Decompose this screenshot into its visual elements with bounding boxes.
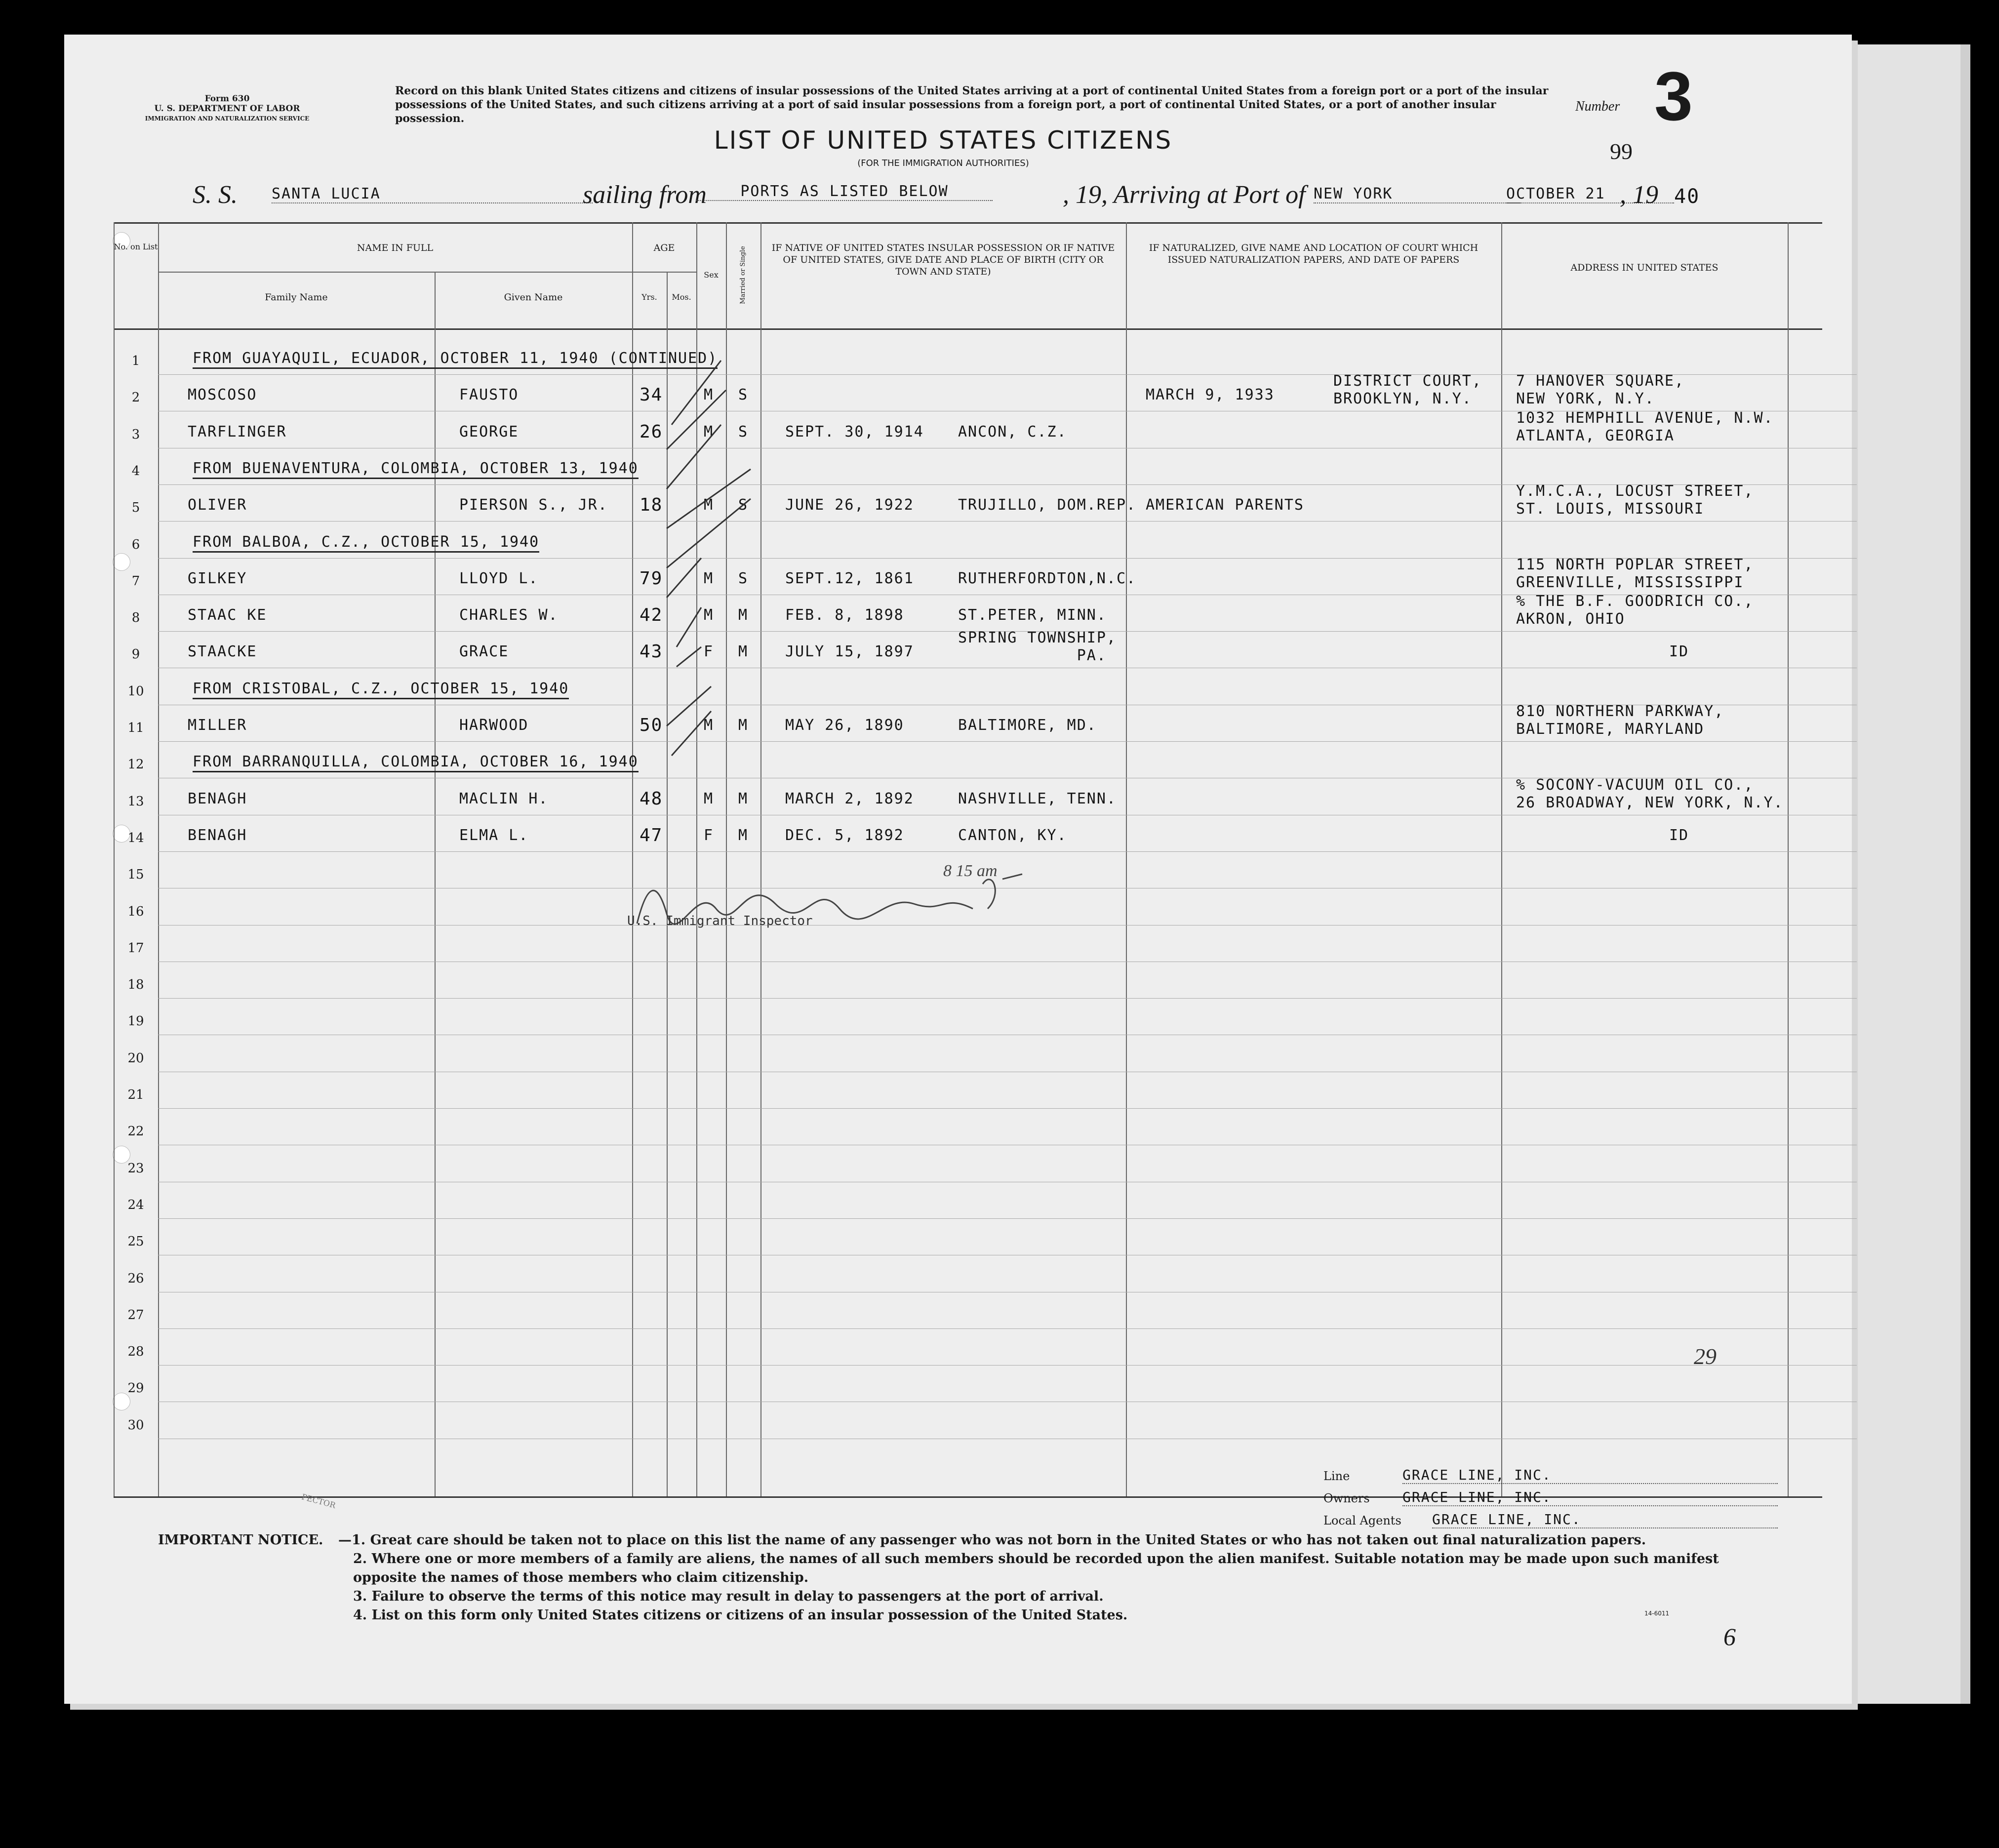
notice-item: 2. Where one or more members of a family are aliens, the names of all such members should be recorded upon the alien manifest. Suitable notation may be made upon such manifest opposite the names of those members who claim citizenship. [353, 1551, 1719, 1585]
cell-address: 1032 HEMPHILL AVENUE, N.W. ATLANTA, GEORGIA [1516, 409, 1774, 444]
cell-sex: M [704, 790, 714, 807]
row-number: 8 [131, 610, 140, 626]
cell-address: 115 NORTH POPLAR STREET, GREENVILLE, MISSISSIPPI [1516, 556, 1754, 591]
cell-birth-date: MARCH 2, 1892 [785, 790, 914, 807]
cell-age: 34 [640, 385, 663, 405]
cell-given: MACLIN H. [459, 790, 549, 807]
cell-age: 26 [640, 421, 663, 442]
cell-address: ID [1669, 826, 1689, 844]
cell-birth-place: SPRING TOWNSHIP, PA. [958, 629, 1117, 665]
cell-given: LLOYD L. [459, 569, 539, 587]
row-number: 21 [127, 1087, 144, 1102]
row-number: 20 [127, 1050, 144, 1066]
cell-age: 79 [640, 568, 663, 589]
form-instructions: Record on this blank United States citizens and citizens of insular possessions of the United States arriving at a port of continental United States from a foreign port or a port of the insular possessions of the United States, and such citizens arriving at a port of said insular possessions from a foreign port, a port of continental United States, or a port of another insular possession. [395, 84, 1549, 125]
row-number: 14 [127, 830, 144, 845]
row-number: 4 [131, 463, 140, 479]
row-ruling [158, 741, 1857, 742]
cell-birth-date: MAY 26, 1890 [785, 717, 904, 734]
cell-ms: M [738, 643, 749, 661]
cell-age: 47 [640, 825, 663, 845]
cell-given: ELMA L. [459, 826, 529, 844]
row-ruling [158, 521, 1857, 522]
cell-birth-place: TRUJILLO, DOM.REP. [958, 496, 1137, 514]
cell-given: GEORGE [459, 423, 519, 441]
row-number: 24 [127, 1197, 144, 1212]
row-number: 22 [127, 1124, 144, 1139]
header-family-name: Family Name [265, 292, 328, 303]
row-number: 30 [127, 1417, 144, 1433]
cell-ms: M [738, 826, 749, 844]
notice-label: IMPORTANT NOTICE. [158, 1532, 323, 1548]
cell-section: FROM CRISTOBAL, C.Z., OCTOBER 15, 1940 [193, 680, 569, 699]
row-number: 11 [127, 721, 144, 735]
row-number: 6 [131, 537, 140, 552]
row-number: 18 [127, 977, 144, 993]
cell-address: ID [1669, 643, 1689, 661]
arrival-date: OCTOBER 21 [1506, 185, 1674, 203]
arrival-year-prefix: , 19 [1620, 181, 1658, 209]
cell-nat-court: DISTRICT COURT, BROOKLYN, N.Y. [1333, 372, 1482, 408]
row-number: 15 [127, 867, 144, 883]
cell-given: HARWOOD [459, 717, 529, 734]
cell-section: FROM BARRANQUILLA, COLOMBIA, OCTOBER 16, 1940 [193, 753, 639, 772]
owners-label: Owners [1323, 1491, 1370, 1505]
row-number: 29 [127, 1381, 144, 1396]
cell-sex: M [704, 717, 714, 734]
header-native-birth: IF NATIVE OF UNITED STATES INSULAR POSSESSION OR IF NATIVE OF UNITED STATES, GIVE DATE AND PLACE OF BIRTH (CITY OR TOWN AND STATE) [771, 242, 1115, 277]
cell-address: % SOCONY-VACUUM OIL CO., 26 BROADWAY, NEW YORK, N.Y. [1516, 776, 1784, 811]
row-number: 5 [131, 500, 140, 516]
cell-given: FAUSTO [459, 386, 519, 404]
header-mos: Mos. [672, 292, 691, 302]
row-number: 17 [127, 940, 144, 956]
header-age: AGE [653, 242, 675, 253]
row-ruling [158, 1108, 1857, 1109]
cell-birth-place: ST.PETER, MINN. [958, 606, 1107, 624]
cell-age: 50 [640, 715, 663, 735]
line-label: Line [1323, 1469, 1350, 1483]
cell-sex: M [704, 606, 714, 624]
cell-birth-place: ANCON, C.Z. [958, 423, 1067, 441]
cell-family: OLIVER [188, 496, 247, 514]
cell-age: 48 [640, 788, 663, 809]
number-label: Number [1575, 99, 1620, 114]
cell-section: FROM GUAYAQUIL, ECUADOR, OCTOBER 11, 1940 (CONTINUED) [193, 350, 718, 369]
notice-item: 4. List on this form only United States citizens or citizens of an insular possession of the United States. [353, 1607, 1128, 1623]
list-number: 3 [1654, 57, 1693, 135]
row-number: 12 [127, 757, 144, 772]
cell-ms: S [738, 569, 749, 587]
cell-nat-date: MARCH 9, 1933 [1146, 386, 1275, 404]
manifest-sheet [64, 35, 1852, 1704]
notice-list [338, 1531, 1780, 1625]
row-number: 7 [131, 573, 140, 589]
row-number: 2 [131, 390, 140, 405]
cell-age: 18 [640, 495, 663, 516]
header-no: No. on List [114, 242, 158, 251]
cell-birth-date: JULY 15, 1897 [785, 643, 914, 661]
cell-birth-date: FEB. 8, 1898 [785, 606, 904, 624]
row-ruling [158, 851, 1857, 852]
cell-birth-place: BALTIMORE, MD. [958, 717, 1097, 734]
print-code: 14-6011 [1644, 1610, 1670, 1617]
cell-sex: F [704, 643, 714, 661]
faint-stamp: PECTOR [300, 1492, 337, 1510]
arrival-port: NEW YORK [1314, 185, 1521, 203]
cell-family: BENAGH [188, 790, 247, 807]
form-subtitle: (FOR THE IMMIGRATION AUTHORITIES) [857, 158, 1029, 168]
cell-sex: M [704, 386, 714, 404]
cell-nat-date: AMERICAN PARENTS [1146, 496, 1304, 514]
cell-section: FROM BALBOA, C.Z., OCTOBER 15, 1940 [193, 533, 539, 553]
form-title: LIST OF UNITED STATES CITIZENS [714, 126, 1173, 155]
service-name: IMMIGRATION AND NATURALIZATION SERVICE [145, 115, 310, 122]
inspector-signature [627, 864, 1072, 943]
cell-ms: M [738, 606, 749, 624]
cell-sex: M [704, 423, 714, 441]
cell-family: GILKEY [188, 569, 247, 587]
arrival-year: 40 [1674, 185, 1700, 208]
cell-family: STAAC KE [188, 606, 267, 624]
cell-birth-date: SEPT. 30, 1914 [785, 423, 924, 441]
cell-ms: M [738, 717, 749, 734]
signature-time: 8 15 am [943, 862, 998, 880]
department-name: U. S. DEPARTMENT OF LABOR [154, 104, 300, 114]
header-sex: Sex [704, 270, 719, 280]
cell-ms: S [738, 496, 749, 514]
notice-item: 3. Failure to observe the terms of this notice may result in delay to passengers at the port of arrival. [353, 1589, 1104, 1604]
row-ruling [158, 1218, 1857, 1219]
agents-value: GRACE LINE, INC. [1432, 1511, 1778, 1528]
sailing-label: sailing from [583, 181, 707, 209]
notice-item: —1. Great care should be taken not to place on this list the name of any passenger who was not born in the United States or who has not taken out final naturalization papers. [338, 1532, 1646, 1548]
cell-birth-place: RUTHERFORDTON,N.C. [958, 569, 1137, 587]
cell-birth-date: JUNE 26, 1922 [785, 496, 914, 514]
check-marks [662, 351, 775, 795]
header-given-name: Given Name [504, 292, 563, 303]
header-naturalized: IF NATURALIZED, GIVE NAME AND LOCATION OF COURT WHICH ISSUED NATURALIZATION PAPERS, AND DATE OF PAPERS [1149, 242, 1479, 265]
row-ruling [158, 1328, 1857, 1329]
cell-address: 810 NORTHERN PARKWAY, BALTIMORE, MARYLAND [1516, 703, 1724, 738]
form-number: Form 630 [204, 94, 250, 104]
row-number: 19 [127, 1014, 144, 1029]
sailing-from: PORTS AS LISTED BELOW [696, 183, 993, 201]
inspector-title: U.S. Immigrant Inspector [627, 914, 813, 928]
cell-section: FROM BUENAVENTURA, COLOMBIA, OCTOBER 13, 1940 [193, 460, 639, 479]
cell-birth-date: DEC. 5, 1892 [785, 826, 904, 844]
cell-birth-place: NASHVILLE, TENN. [958, 790, 1117, 807]
row-number: 1 [131, 354, 140, 368]
row-number: 10 [127, 683, 144, 699]
row-number: 16 [127, 904, 144, 919]
header-name-in-full: NAME IN FULL [357, 242, 434, 253]
row-ruling [158, 998, 1857, 999]
corner-mark: 6 [1723, 1623, 1736, 1650]
ship-name: SANTA LUCIA [272, 185, 593, 203]
year-label: , 19 [1063, 181, 1101, 209]
cell-family: MILLER [188, 717, 247, 734]
row-number: 28 [127, 1344, 144, 1360]
header-married-single: Married or Single [739, 246, 747, 304]
agents-label: Local Agents [1323, 1514, 1401, 1527]
cell-family: STAACKE [188, 643, 257, 661]
cell-age: 42 [640, 605, 663, 626]
cell-family: MOSCOSO [188, 386, 257, 404]
header-address: ADDRESS IN UNITED STATES [1570, 262, 1719, 273]
cell-sex: F [704, 826, 714, 844]
cell-birth-date: SEPT.12, 1861 [785, 569, 914, 587]
row-ruling [158, 1365, 1857, 1366]
line-value: GRACE LINE, INC. [1402, 1467, 1778, 1484]
form-id-block [138, 94, 316, 123]
owners-value: GRACE LINE, INC. [1402, 1489, 1778, 1506]
cell-address: % THE B.F. GOODRICH CO., AKRON, OHIO [1516, 593, 1754, 628]
row-number: 9 [131, 647, 140, 662]
row-number: 13 [127, 794, 144, 809]
row-number: 3 [131, 427, 140, 442]
arriving-label: , Arriving at Port of [1101, 181, 1306, 209]
cell-ms: S [738, 423, 749, 441]
header-yrs: Yrs. [641, 292, 657, 302]
ss-label: S. S. [193, 181, 238, 209]
cell-birth-place: CANTON, KY. [958, 826, 1067, 844]
row-number: 23 [127, 1161, 144, 1176]
cell-family: BENAGH [188, 826, 247, 844]
page-stamp: 99 [1610, 139, 1633, 164]
row-number: 25 [127, 1234, 144, 1249]
cell-given: GRACE [459, 643, 509, 661]
handwritten-mark: 29 [1694, 1344, 1717, 1369]
cell-family: TARFLINGER [188, 423, 287, 441]
row-number: 27 [127, 1307, 144, 1323]
cell-address: Y.M.C.A., LOCUST STREET, ST. LOUIS, MISSOURI [1516, 482, 1754, 518]
row-number: 26 [127, 1271, 144, 1286]
manifest-table [114, 222, 1822, 1496]
cell-given: CHARLES W. [459, 606, 559, 624]
cell-given: PIERSON S., JR. [459, 496, 608, 514]
cell-ms: M [738, 790, 749, 807]
cell-age: 43 [640, 642, 663, 662]
cell-address: 7 HANOVER SQUARE, NEW YORK, N.Y. [1516, 372, 1685, 408]
cell-ms: S [738, 386, 749, 404]
cell-sex: M [704, 569, 714, 587]
cell-sex: M [704, 496, 714, 514]
